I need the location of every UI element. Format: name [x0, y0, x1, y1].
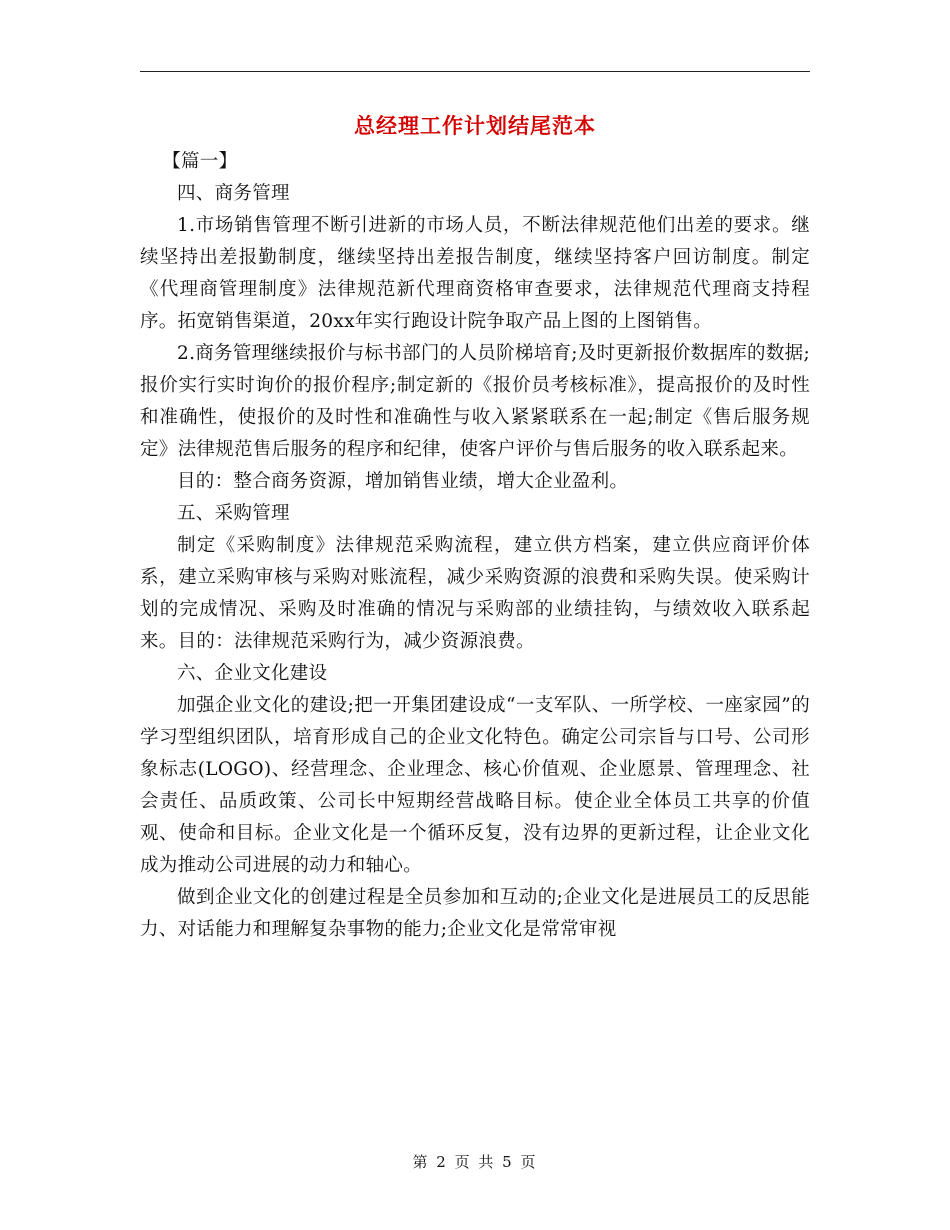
- header-rule: [140, 71, 810, 72]
- section-label: 【篇一】: [162, 151, 238, 172]
- paragraph-culture: 加强企业文化的建设;把一开集团建设成“一支军队、一所学校、一座家园”的学习型组织团队，培育形成自己的企业文化特色。确定公司宗旨与口号、公司形象标志(LOGO)、经营理念、企业理念、核心价值观、企业愿景、管理理念、社会责任、品质政策、公司长中短期经营战略目标。使企业全体员工共享的价值观、使命和目标。企业文化是一个循环反复，没有边界的更新过程，让企业文化成为推动公司进展的动力和轴心。: [140, 695, 810, 876]
- page-number: 第 2 页 共 5 页: [412, 1153, 538, 1171]
- paragraph-culture-continued: 做到企业文化的创建过程是全员参加和互动的;企业文化是进展员工的反思能力、对话能力和理解复杂事物的能力;企业文化是常常审视: [140, 887, 810, 940]
- document-title: 总经理工作计划结尾范本: [354, 114, 596, 138]
- document-body: [140, 146, 810, 946]
- paragraph-procurement: 制定《采购制度》法律规范采购流程，建立供方档案，建立供应商评价体系，建立采购审核与采购对账流程，减少采购资源的浪费和采购失误。使采购计划的完成情况、采购及时准确的情况与采购部的业绩挂钩，与绩效收入联系起来。目的：法律规范采购行为，减少资源浪费。: [140, 535, 810, 652]
- paragraph-quotation-management: 2.商务管理继续报价与标书部门的人员阶梯培育;及时更新报价数据库的数据;报价实行实时询价的报价程序;制定新的《报价员考核标准》，提高报价的及时性和准确性，使报价的及时性和准确性与收入紧紧联系在一起;制定《售后服务规定》法律规范售后服务的程序和纪律，使客户评价与售后服务的收入联系起来。: [140, 343, 810, 460]
- paragraph-business-goal: 目的：整合商务资源，增加销售业绩，增大企业盈利。: [177, 471, 629, 492]
- section-heading-culture: 六、企业文化建设: [177, 663, 328, 684]
- section-heading-business: 四、商务管理: [177, 183, 290, 204]
- section-heading-procurement: 五、采购管理: [177, 503, 290, 524]
- paragraph-sales-management: 1.市场销售管理不断引进新的市场人员，不断法律规范他们出差的要求。继续坚持出差报勤制度，继续坚持出差报告制度，继续坚持客户回访制度。制定《代理商管理制度》法律规范新代理商资格审查要求，法律规范代理商支持程序。拓宽销售渠道，20xx年实行跑设计院争取产品上图的上图销售。: [140, 215, 810, 332]
